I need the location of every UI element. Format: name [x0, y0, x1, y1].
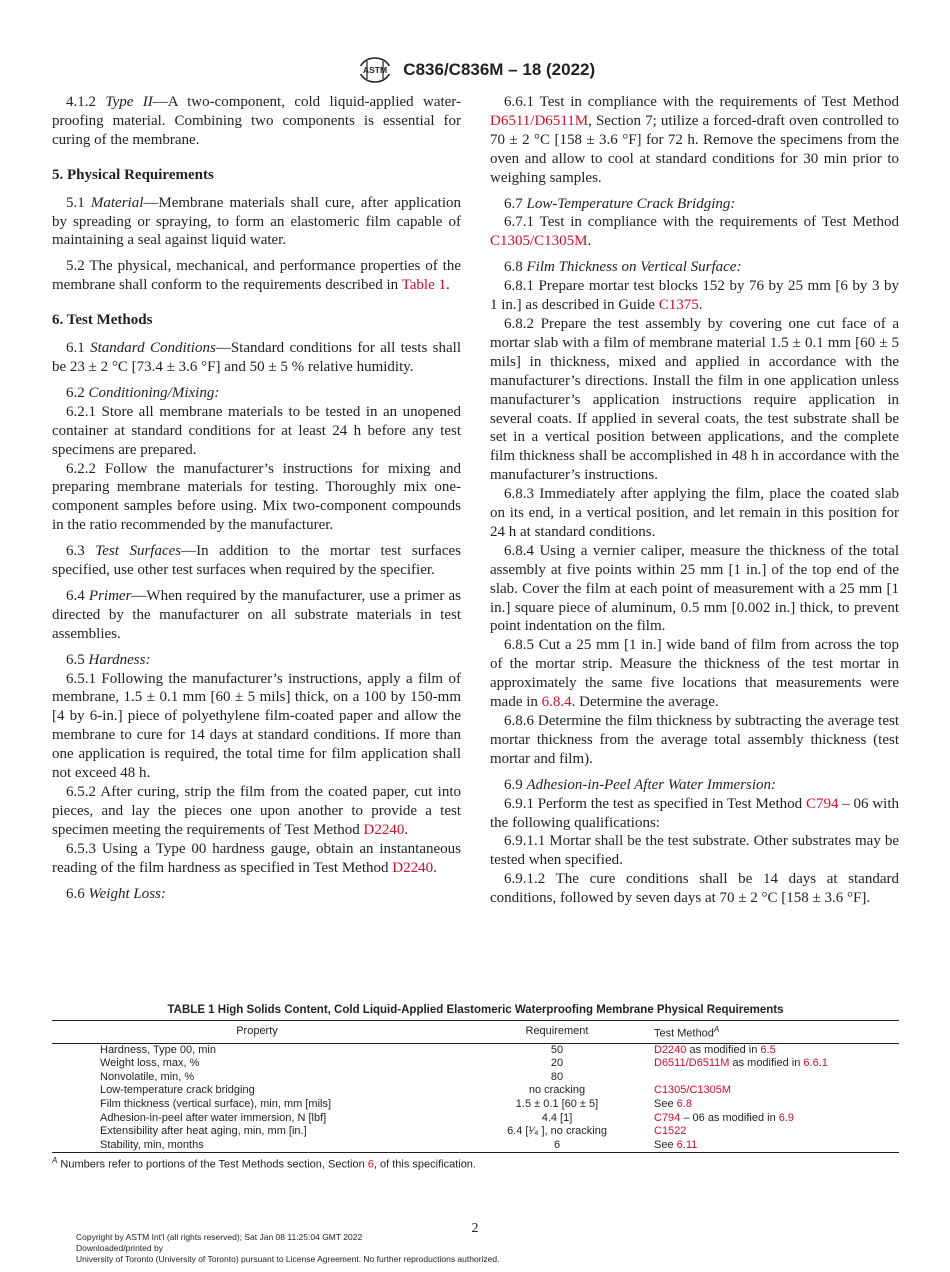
- section-6-8: 6.8 Film Thickness on Vertical Surface:: [504, 259, 742, 276]
- table-cell-property: Film thickness (vertical surface), min, mm [mils]: [100, 1098, 332, 1111]
- section-6-8-4: 6.8.4 Using a vernier caliper, measure the thickness of the total assembly at five points within 25 mm [1 in.] of the top end of the slab. Cover the film at each point of measurement with a 25 mm [1 in.] square piece of aluminum, 0.5 mm [0.002 in.] thick, to prevent point indentation on the film.: [490, 542, 899, 635]
- section-6-1: 6.1 Standard Conditions—Standard conditions for all tests shall be 23 ± 2 °C [73.4 ± 3.6 °F] and 50 ± 5 % relative humidity.: [52, 340, 461, 375]
- section-6-7: 6.7 Low-Temperature Crack Bridging:: [504, 195, 736, 212]
- table-cell-test-method: [652, 1098, 899, 1112]
- copyright-footer: [76, 1232, 500, 1265]
- section-6-9-1-2: 6.9.1.2 The cure conditions shall be 14 days at standard conditions, followed by seven days at 70 ± 2 °C [158 ± 3.6 °F].: [490, 871, 899, 907]
- table-cell-property: Hardness, Type 00, min: [100, 1043, 216, 1056]
- section-6-8-6: 6.8.6 Determine the film thickness by subtracting the average test mortar thickness from the average total assembly thickness (test mortar and film).: [490, 713, 899, 767]
- section-6-9: 6.9 Adhesion-in-Peel After Water Immersion:: [504, 776, 777, 793]
- section-link[interactable]: 6.8: [676, 1098, 692, 1111]
- table-cell-test-method: [652, 1071, 899, 1085]
- footer-line: Copyright by ASTM Int'l (all rights reserved); Sat Jan 08 11:25:04 GMT 2022: [76, 1232, 363, 1242]
- section-6-9-1-1: 6.9.1.1 Mortar shall be the test substrate. Other substrates may be tested when specified.: [490, 833, 899, 869]
- table-cell-requirement: 80: [550, 1070, 564, 1083]
- table-row: [52, 1125, 899, 1139]
- table-cell-property: Extensibility after heat aging, min, mm [in.]: [100, 1125, 307, 1138]
- astm-logo-icon: [355, 56, 395, 84]
- section-6-link[interactable]: 6: [367, 1159, 374, 1172]
- table-cell-property: Low-temperature crack bridging: [100, 1084, 255, 1097]
- table-header-row: [52, 1021, 899, 1044]
- section-6-8-2: 6.8.2 Prepare the test assembly by covering one cut face of a mortar slab with a film of membrane material 1.5 ± 0.1 mm [60 ± 5 mils] in thickness, mixed and applied in accordance with the manufacturer’s directions. Install the film in one application unless manufacturer’s application instructions require application in several coats. If applied in several coats, the test substrate shall be set in a vertical position between applications, and the complete film thickness shall be accomplished in 48 h in accordance with the manufacturer’s instructions.: [490, 315, 899, 484]
- section-5-heading: 5. Physical Requirements: [52, 166, 214, 183]
- section-6-6: 6.6 Weight Loss:: [66, 885, 166, 902]
- table-cell-requirement: 20: [550, 1057, 564, 1070]
- table-row: [52, 1057, 899, 1071]
- section-6-5-2: 6.5.2 After curing, strip the film from the coated paper, cut into pieces, and lay the pieces one upon another to provide a test specimen meeting the requirements of Test Method D2240.: [52, 784, 461, 838]
- table-cell-property: Adhesion-in-peel after water immersion, N [lbf]: [100, 1111, 327, 1124]
- section-link[interactable]: 6.6.1: [803, 1057, 828, 1070]
- method-link[interactable]: D2240: [654, 1043, 687, 1056]
- section-6-2-2: 6.2.2 Follow the manufacturer’s instructions for mixing and preparing membrane materials for testing. Thoroughly mix one-component samples before using. Mix two-component compounds in the ratio recommended by the manufacturer.: [52, 460, 461, 534]
- method-link[interactable]: D6511/D6511M: [654, 1057, 730, 1070]
- method-link[interactable]: C1305/C1305M: [654, 1084, 732, 1097]
- table-cell-requirement: 50: [550, 1043, 564, 1056]
- c1375-link[interactable]: C1375: [658, 297, 699, 314]
- d6511-link[interactable]: D6511/D6511M: [490, 112, 589, 129]
- table-cell-requirement: 6: [553, 1138, 561, 1151]
- table-row: [52, 1071, 899, 1085]
- method-link[interactable]: C794: [654, 1111, 681, 1124]
- section-link[interactable]: 6.9: [778, 1111, 795, 1124]
- table-row: [52, 1112, 899, 1126]
- table-cell-property: Weight loss, max, %: [100, 1057, 200, 1070]
- table-row: [52, 1043, 899, 1057]
- table-row: [52, 1084, 899, 1098]
- method-text: – 06 as modified in: [680, 1111, 779, 1124]
- section-6-8-1: 6.8.1 Prepare mortar test blocks 152 by 76 by 25 mm [6 by 3 by 1 in.] as described in Guide C1375.: [490, 278, 899, 314]
- table-cell-test-method: [652, 1043, 899, 1057]
- section-6-7-1: 6.7.1 Test in compliance with the requirements of Test Method C1305/C1305M.: [490, 214, 899, 250]
- standard-designation: C836/C836M – 18 (2022): [403, 60, 596, 79]
- section-5-2: 5.2 The physical, mechanical, and performance properties of the membrane shall conform to the requirements described in Table 1.: [52, 258, 461, 294]
- right-column: [490, 93, 899, 908]
- table-1-link[interactable]: Table 1: [401, 277, 446, 294]
- d2240-link[interactable]: D2240: [392, 859, 434, 876]
- table-cell-requirement: 6.4 [¹⁄₄ ], no cracking: [507, 1125, 607, 1138]
- section-6-8-5: 6.8.5 Cut a 25 mm [1 in.] wide band of film from across the top of the mortar strip. Measure the thickness of the test mortar in approximately the same five locations that measurements were made in 6.8.4. Determine the average.: [490, 637, 899, 711]
- table-cell-requirement: 4.4 [1]: [541, 1111, 573, 1124]
- table-cell-requirement: no cracking: [528, 1084, 586, 1097]
- svg-text:ASTM: ASTM: [362, 65, 387, 75]
- table-cell-test-method: [652, 1057, 899, 1071]
- method-text: as modified in: [686, 1043, 761, 1056]
- section-6-5: 6.5 Hardness:: [66, 651, 151, 668]
- section-link[interactable]: 6.11: [676, 1138, 698, 1151]
- left-column: [52, 93, 461, 910]
- method-text: See: [654, 1098, 677, 1111]
- section-6-5-3: 6.5.3 Using a Type 00 hardness gauge, obtain an instantaneous reading of the film hardness as specified in Test Method D2240.: [52, 840, 461, 876]
- section-6-9-1: 6.9.1 Perform the test as specified in Test Method C794 – 06 with the following qualifications:: [490, 795, 900, 831]
- table-1: [52, 1004, 899, 1171]
- section-5-1: 5.1 Material—Membrane materials shall cure, after application by spreading or spraying, to form an elastomeric film capable of maintaining a seal against liquid water.: [52, 194, 461, 249]
- method-text: See: [654, 1138, 677, 1151]
- section-6-8-3: 6.8.3 Immediately after applying the film, place the coated slab on its end, in a vertical position, and let remain in this position for 24 h at standard conditions.: [490, 486, 899, 540]
- d2240-link[interactable]: D2240: [363, 821, 405, 838]
- page-number: 2: [471, 1221, 479, 1236]
- section-4-1-2: 4.1.2 Type II—A two-component, cold liquid-applied water-proofing material. Combining two components is essential for curing of the membrane.: [52, 94, 461, 148]
- section-6-2: 6.2 Conditioning/Mixing:: [66, 384, 220, 401]
- table-cell-requirement: 1.5 ± 0.1 [60 ± 5]: [515, 1098, 599, 1111]
- table-row: [52, 1139, 899, 1153]
- section-6-8-4-link[interactable]: 6.8.4: [541, 694, 572, 711]
- method-text: as modified in: [729, 1057, 804, 1070]
- section-6-4: 6.4 Primer—When required by the manufacturer, use a primer as directed by the manufacturer on all substrate materials in test assemblies.: [52, 587, 461, 642]
- header-requirement: Requirement: [525, 1025, 589, 1038]
- header-test-method: Test Method$^A$: [654, 1025, 720, 1040]
- section-6-5-1: 6.5.1 Following the manufacturer’s instructions, apply a film of membrane, 1.5 ± 0.1 mm [60 ± 5 mils] thick, on a 100 by 150-mm [4 by 6-in.] piece of polyethylene film-coated paper and allow the membrane to cure for 14 days at standard conditions. If more than one application is required, the total time for film application shall not exceed 48 h.: [52, 670, 461, 782]
- table-title: TABLE 1 High Solids Content, Cold Liquid-Applied Elastomeric Waterproofing Membrane Physical Requirements: [167, 1004, 784, 1016]
- table-footnote: $^A$ Numbers refer to portions of the Test Methods section, Section 6, of this specification.: [52, 1156, 476, 1172]
- section-6-heading: 6. Test Methods: [52, 312, 153, 329]
- requirements-table: [52, 1020, 899, 1153]
- section-6-2-1: 6.2.1 Store all membrane materials to be tested in an unopened container at standard conditions for at least 24 h before any test specimens are prepared.: [52, 403, 461, 458]
- table-cell-property: Stability, min, months: [100, 1138, 204, 1151]
- table-cell-property: Nonvolatile, min, %: [100, 1070, 195, 1083]
- header-property: Property: [236, 1025, 278, 1038]
- c794-link[interactable]: C794: [805, 795, 839, 812]
- section-link[interactable]: 6.5: [760, 1043, 776, 1056]
- footer-line: University of Toronto (University of Toronto) pursuant to License Agreement. No further reproductions authorized.: [76, 1254, 500, 1264]
- section-6-3: 6.3 Test Surfaces—In addition to the mortar test surfaces specified, use other test surfaces when required by the specifier.: [52, 543, 461, 579]
- table-row: [52, 1098, 899, 1112]
- page-header: [0, 56, 950, 84]
- section-6-6-1: 6.6.1 Test in compliance with the requirements of Test Method D6511/D6511M, Section 7; utilize a forced-draft oven controlled to 70 ± 2 °C [158 ± 3.6 °F] for 72 h. Remove the specimens from the oven and allow to cool at standard conditions for 30 min prior to weighing samples.: [490, 94, 899, 186]
- table-cell-test-method: [652, 1139, 899, 1153]
- table-cell-test-method: [652, 1125, 899, 1139]
- footer-line: Downloaded/printed by: [76, 1243, 163, 1253]
- c1305-link[interactable]: C1305/C1305M: [490, 233, 588, 250]
- table-cell-test-method: [652, 1084, 899, 1098]
- method-link[interactable]: C1522: [654, 1125, 687, 1138]
- table-cell-test-method: [652, 1112, 899, 1126]
